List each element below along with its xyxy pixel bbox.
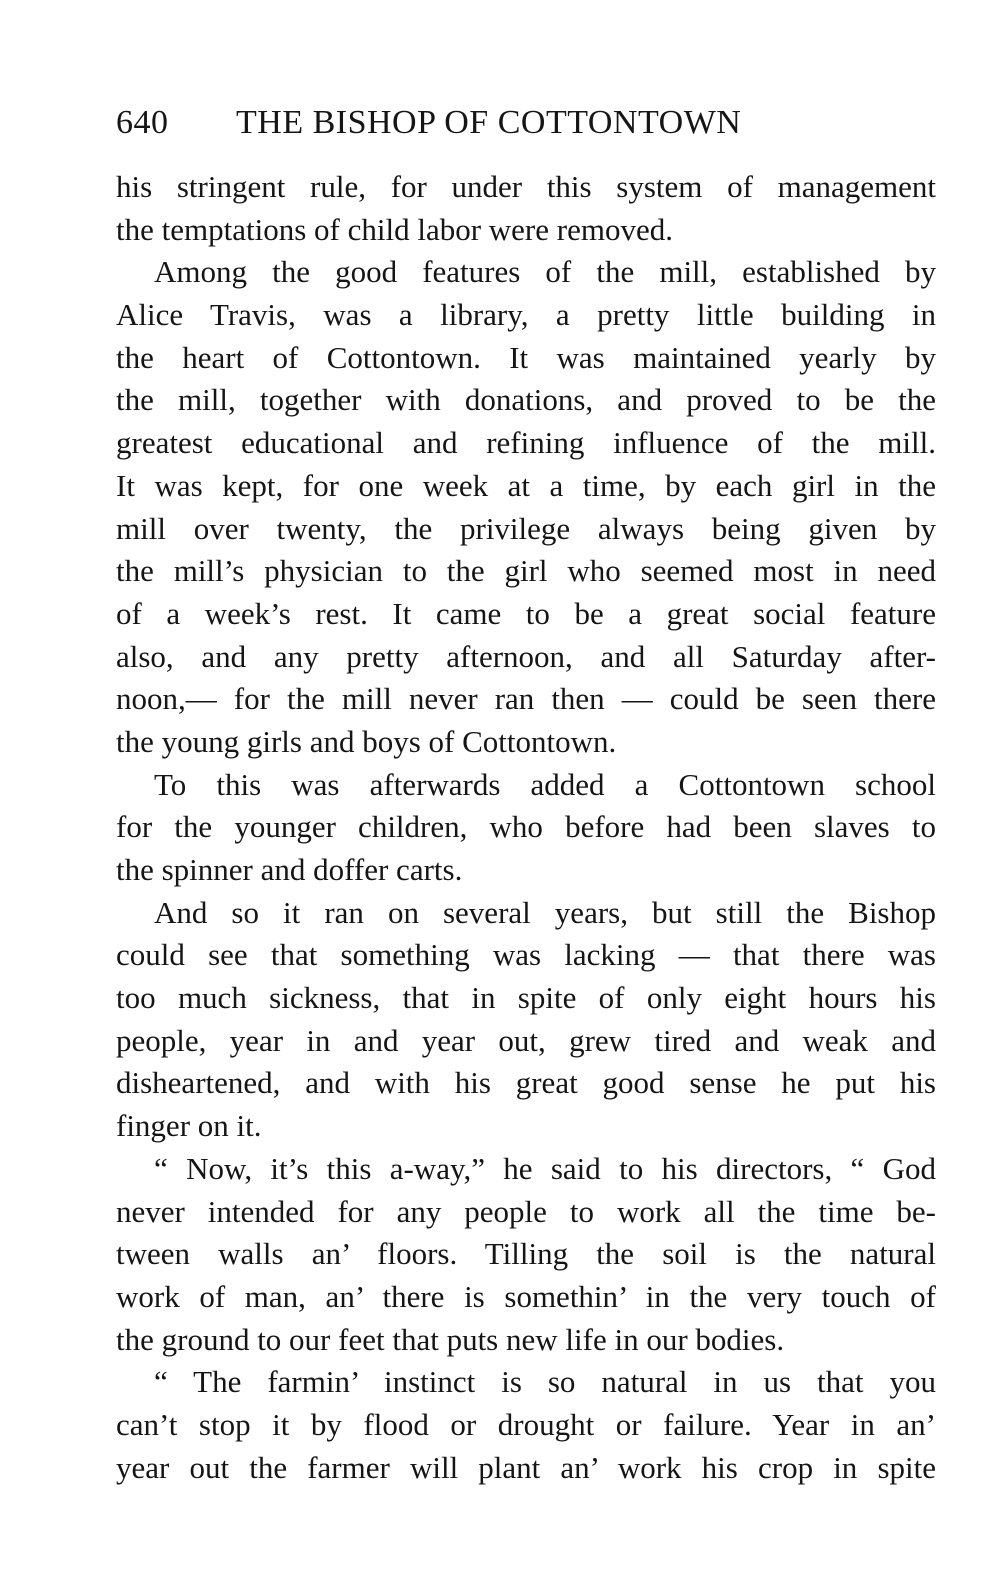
- text-line: finger on it.: [116, 1108, 262, 1144]
- text-line: mill over twenty, the privilege always being given by: [116, 510, 936, 546]
- text-line: And so it ran on several years, but still the Bishop: [154, 894, 936, 930]
- text-line: the heart of Cottontown. It was maintained yearly by: [116, 339, 936, 375]
- text-line: noon,— for the mill never ran then — could be seen there: [116, 681, 936, 717]
- text-line: the ground to our feet that puts new life in our bodies.: [116, 1321, 785, 1357]
- text-line: could see that something was lacking — that there was: [116, 937, 936, 973]
- text-line: his stringent rule, for under this system of management: [116, 169, 936, 204]
- text-line: the mill’s physician to the girl who seemed most in need: [116, 553, 936, 589]
- text-line: the spinner and doffer carts.: [116, 852, 463, 887]
- text-line: of a week’s rest. It came to be a great social feature: [116, 595, 936, 631]
- text-line: disheartened, and with his great good sense he put his: [116, 1065, 936, 1101]
- text-line: the mill, together with donations, and proved to be the: [116, 382, 936, 418]
- text-line: also, and any pretty afternoon, and all Saturday after-: [116, 638, 936, 674]
- text-line: work of man, an’ there is somethin’ in the very touch of: [116, 1278, 936, 1314]
- running-head: [116, 98, 936, 148]
- text-line: “ Now, it’s this a-way,” he said to his directors, “ God: [154, 1150, 936, 1186]
- text-line: never intended for any people to work all the time be-: [116, 1193, 936, 1229]
- text-line: people, year in and year out, grew tired and weak and: [116, 1022, 936, 1058]
- text-line: Among the good features of the mill, established by: [154, 254, 936, 290]
- text-line: greatest educational and refining influence of the mill.: [116, 425, 936, 461]
- text-line: year out the farmer will plant an’ work his crop in spite: [116, 1449, 936, 1485]
- running-title: THE BISHOP OF COTTONTOWN: [236, 104, 742, 141]
- text-line: tween walls an’ floors. Tilling the soil is the natural: [116, 1236, 936, 1272]
- body-text: [116, 166, 936, 1489]
- text-line: To this was afterwards added a Cottontown school: [154, 766, 936, 802]
- text-line: the temptations of child labor were removed.: [116, 211, 673, 247]
- page-number: 640: [116, 104, 169, 141]
- text-line: Alice Travis, was a library, a pretty little building in: [116, 297, 936, 333]
- text-line: can’t stop it by flood or drought or failure. Year in an’: [116, 1406, 936, 1442]
- text-line: for the younger children, who before had been slaves to: [116, 809, 936, 845]
- text-line: the young girls and boys of Cottontown.: [116, 723, 617, 759]
- text-line: It was kept, for one week at a time, by each girl in the: [116, 467, 936, 503]
- text-line: “ The farmin’ instinct is so natural in us that you: [154, 1364, 936, 1400]
- text-line: too much sickness, that in spite of only eight hours his: [116, 980, 936, 1016]
